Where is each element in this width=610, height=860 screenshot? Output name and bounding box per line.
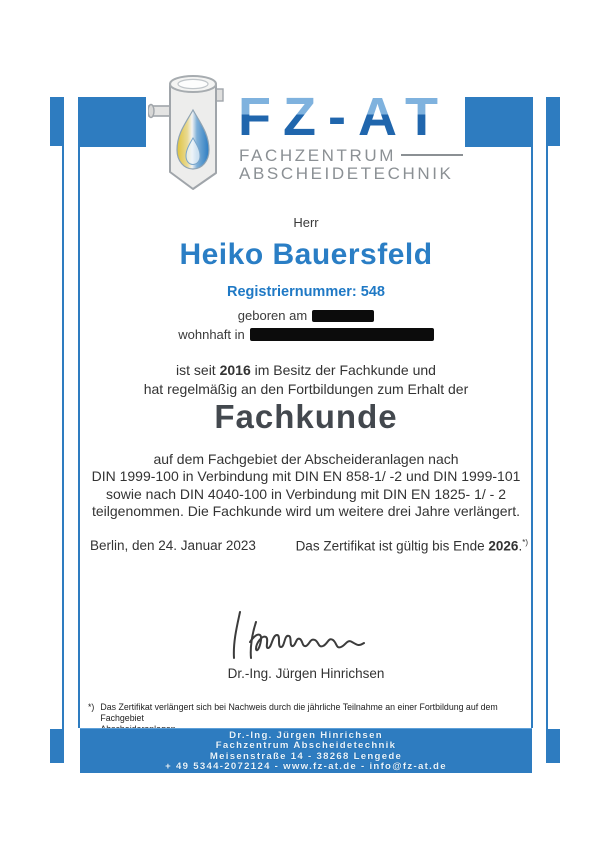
residence-row — [80, 327, 532, 342]
date-validity-row — [90, 538, 528, 554]
brand-subtitle-line1: FACHZENTRUM — [239, 146, 397, 165]
intro-post: im Besitz der Fachkunde und — [250, 362, 436, 378]
statement-line: auf dem Fachgebiet der Abscheideranlagen nach — [153, 451, 459, 467]
intro-line2: hat regelmäßig an den Fortbildungen zum Erhalt der — [143, 380, 469, 397]
footer-bar — [80, 728, 532, 773]
intro-line1 — [80, 361, 532, 380]
footer-line-address: Meisenstraße 14 - 38268 Lengede — [209, 750, 403, 762]
border-block-top-left-inner — [78, 97, 146, 147]
intro-year: 2016 — [219, 362, 251, 378]
redaction-bar-address — [250, 328, 434, 341]
recipient-name: Heiko Bauersfeld — [179, 238, 433, 271]
statement-line: teilgenommen. Die Fachkunde wird um weitere drei Jahre verlängert. — [92, 502, 520, 519]
footer-line-company: Fachzentrum Abscheidetechnik — [215, 740, 397, 752]
border-line-left-outer — [62, 97, 64, 763]
place-date: Berlin, den 24. Januar 2023 — [90, 538, 256, 553]
separator-logo-icon — [148, 70, 233, 195]
border-block-top-right-inner — [465, 97, 533, 147]
validity-pre: Das Zertifikat ist gültig bis Ende — [295, 538, 489, 554]
footnote-line1: Das Zertifikat verlängert sich bei Nachweis durch die jährliche Teilnahme an einer Fortbildung auf dem Fachgebiet — [100, 702, 498, 723]
footer-line-signer: Dr.-Ing. Jürgen Hinrichsen — [229, 730, 383, 741]
statement-paragraph — [80, 451, 532, 520]
signature-scribble — [228, 606, 378, 664]
footnote-marker: *) — [88, 702, 95, 712]
salutation: Herr — [293, 215, 319, 230]
footer-contact-block — [80, 729, 532, 773]
intro-pre: ist seit — [176, 362, 220, 378]
statement-line: DIN 1999-100 in Verbindung mit DIN EN 858-1/ -2 und DIN 1999-101 — [91, 468, 521, 485]
born-row — [80, 308, 532, 323]
validity-text — [296, 538, 528, 554]
registration-number: Registriernummer: 548 — [227, 284, 385, 300]
border-block-bottom-right-outer — [547, 729, 560, 763]
validity-dot: . — [518, 538, 523, 554]
brand-subtitle-line1-row — [239, 147, 463, 165]
validity-year: 2026 — [488, 538, 519, 554]
certificate-heading: Fachkunde — [214, 398, 398, 435]
signer-name: Dr.-Ing. Jürgen Hinrichsen — [227, 666, 385, 681]
residence-label: wohnhaft in — [178, 327, 245, 342]
border-block-top-right-outer — [547, 97, 560, 146]
redaction-bar-birthdate — [312, 310, 374, 322]
border-block-bottom-left-outer — [50, 729, 63, 763]
brand-subtitle — [239, 147, 463, 183]
validity-note-marker: *) — [522, 538, 528, 547]
border-line-right-outer — [546, 97, 548, 763]
born-label: geboren am — [237, 308, 308, 323]
brand-wordmark: FZ-AT — [238, 87, 450, 147]
statement-line: sowie nach DIN 4040-100 in Verbindung mit DIN EN 1825- 1/ - 2 — [106, 485, 506, 502]
intro-text — [80, 361, 532, 398]
footer-line-contact: + 49 5344-2072124 - www.fz-at.de - info@fz-at.de — [165, 761, 447, 773]
brand-subtitle-line2: ABSCHEIDETECHNIK — [239, 164, 454, 183]
subtitle-rule — [401, 154, 463, 156]
